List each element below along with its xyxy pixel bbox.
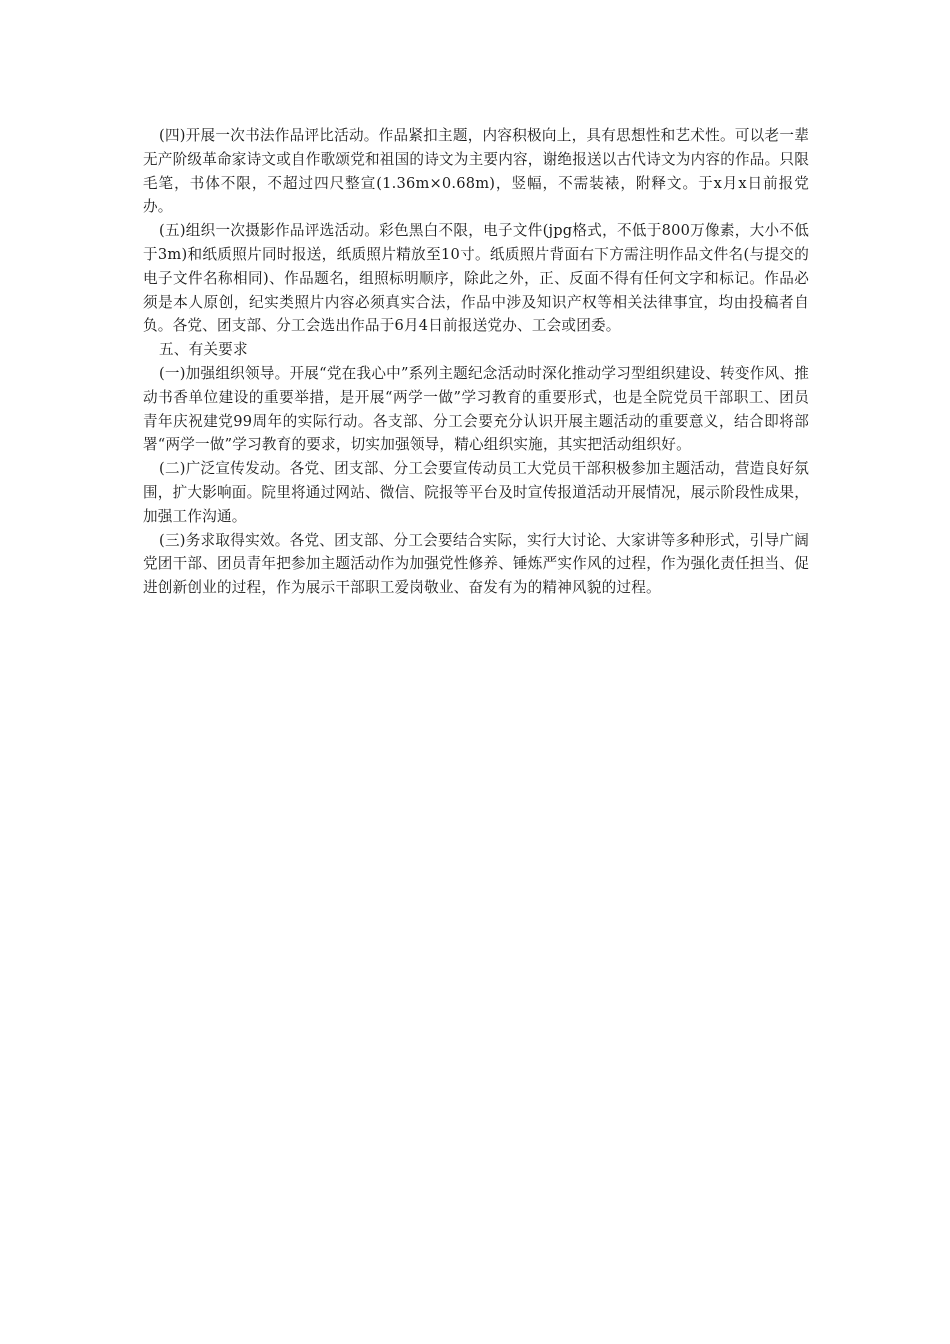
section-heading-requirements: 五、有关要求 <box>159 341 248 359</box>
paragraph-photography-contest: (五)组织一次摄影作品评选活动。彩色黑白不限，电子文件(jpg格式，不低于800万像素，大小不低于3m)和纸质照片同时报送，纸质照片精放至10寸。纸质照片背面右下方需注明作品文件名(与提交的电子文件名称相同)、作品题名，组照标明顺序，除此之外，正、反面不得有任何文字和标记。作品必须是本人原创，纪实类照片内容必须真实合法，作品中涉及知识产权等相关法律事宜，均由投稿者自负。各党、团支部、分工会选出作品于6月4日前报送党办、工会或团委。 <box>143 222 809 335</box>
document-body <box>143 124 809 600</box>
paragraph-practical-results: (三)务求取得实效。各党、团支部、分工会要结合实际，实行大讨论、大家讲等多种形式，引导广阔党团干部、团员青年把参加主题活动作为加强党性修养、锤炼严实作风的过程，作为强化责任担当、促进创新创业的过程，作为展示干部职工爱岗敬业、奋发有为的精神风貌的过程。 <box>143 531 809 597</box>
paragraph-organization-leadership: (一)加强组织领导。开展“党在我心中”系列主题纪念活动时深化推动学习型组织建设、转变作风、推动书香单位建设的重要举措，是开展“两学一做”学习教育的重要形式，也是全院党员干部职工、团员青年庆祝建党99周年的实际行动。各支部、分工会要充分认识开展主题活动的重要意义，结合即将部署“两学一做”学习教育的要求，切实加强领导，精心组织实施，其实把活动组织好。 <box>143 364 809 454</box>
paragraph-publicity-mobilization: (二)广泛宣传发动。各党、团支部、分工会要宣传动员工大党员干部积极参加主题活动，营造良好氛围，扩大影响面。院里将通过网站、微信、院报等平台及时宣传报道活动开展情况，展示阶段性成果，加强工作沟通。 <box>143 460 809 525</box>
paragraph-calligraphy-contest: (四)开展一次书法作品评比活动。作品紧扣主题，内容积极向上，具有思想性和艺术性。可以老一辈无产阶级革命家诗文或自作歌颂党和祖国的诗文为主要内容，谢绝报送以古代诗文为内容的作品。只限毛笔，书体不限，不超过四尺整宣(1.36m×0.68m)，竖幅，不需装裱，附释文。于x月x日前报党办。 <box>143 127 809 216</box>
